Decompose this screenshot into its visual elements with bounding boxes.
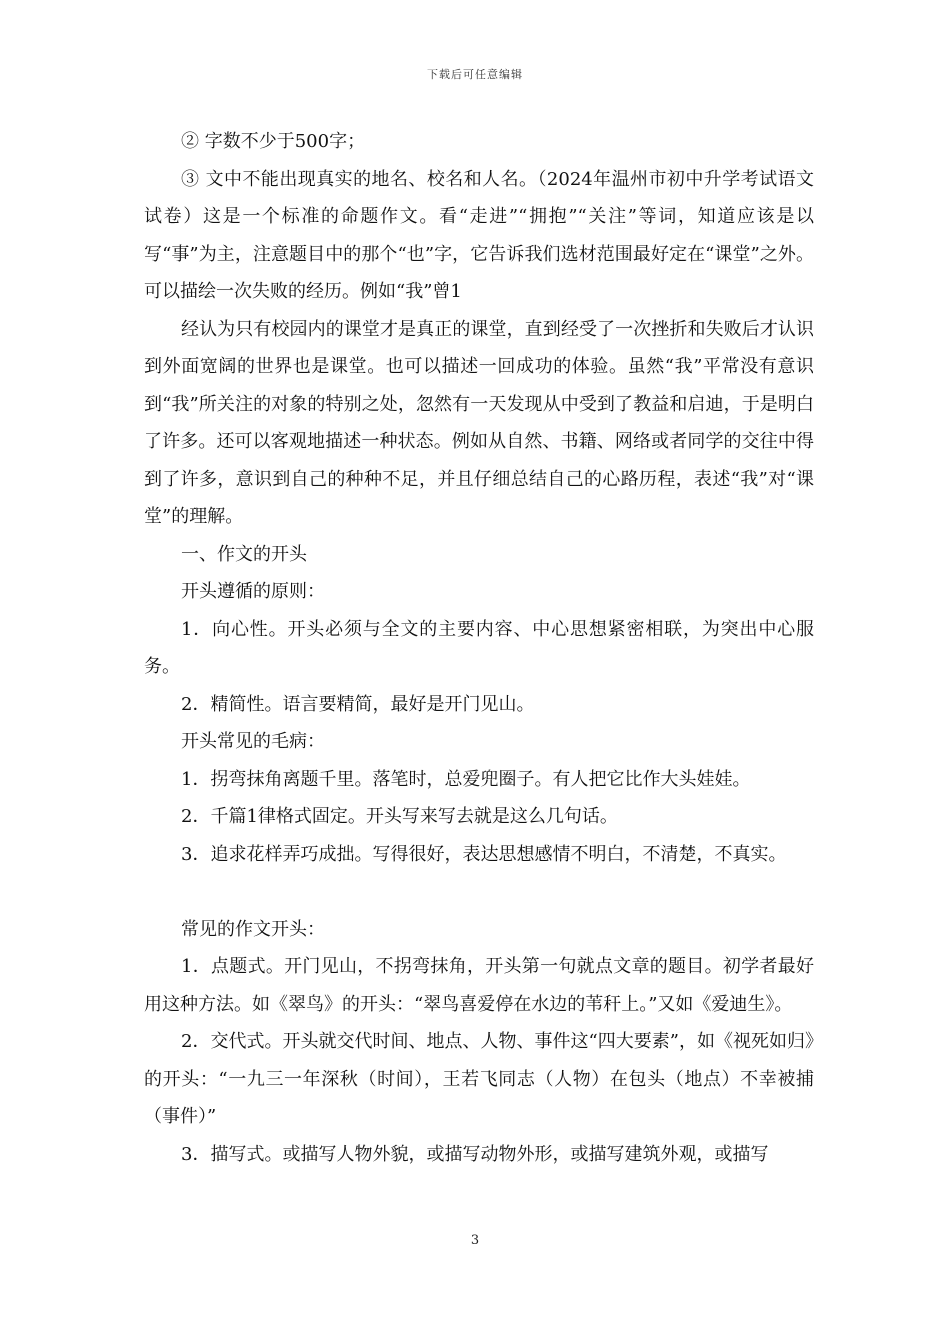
- list-item-principle-1: 1．向心性。开头必须与全文的主要内容、中心思想紧密相联，为突出中心服务。: [144, 618, 814, 677]
- list-item-opening-2: 2．交代式。开头就交代时间、地点、人物、事件这“四大要素”，如《视死如归》的开头：“一九三一年深秋（时间），王若飞同志（人物）在包头（地点）不幸被捕（事件）”: [144, 1031, 814, 1127]
- document-body: [144, 123, 814, 1173]
- list-item-fault-3: 3．追求花样弄巧成拙。写得很好，表达思想感情不明白，不清楚，不真实。: [181, 843, 787, 865]
- list-item-opening-3: 3．描写式。或描写人物外貌，或描写动物外形，或描写建筑外观，或描写: [181, 1143, 769, 1165]
- page-number: 3: [470, 1233, 480, 1248]
- page-header: 下载后可任意编辑: [427, 68, 523, 81]
- paragraph-classroom-experience: 经认为只有校园内的课堂才是真正的课堂，直到经受了一次挫折和失败后才认识到外面宽阔的世界也是课堂。也可以描述一回成功的体验。虽然“我”平常没有意识到“我”所关注的对象的特别之处，忽然有一天发现从中受到了教益和启迪，于是明白了许多。还可以客观地描述一种状态。例如从自然、书籍、网络或者同学的交往中得到了许多，意识到自己的种种不足，并且仔细总结自己的心路历程，表述“我”对“课堂”的理解。: [144, 318, 814, 527]
- subheading-common-faults: 开头常见的毛病：: [181, 731, 325, 752]
- list-item-fault-2: 2．千篇1律格式固定。开头写来写去就是这么几句话。: [181, 806, 618, 827]
- paragraph-spacer: [144, 873, 814, 911]
- subheading-common-openings: 常见的作文开头：: [181, 918, 325, 940]
- subheading-principles: 开头遵循的原则：: [181, 581, 325, 602]
- list-item-fault-1: 1．拐弯抹角离题千里。落笔时，总爱兜圈子。有人把它比作大头娃娃。: [181, 768, 751, 790]
- list-item-principle-2: 2．精简性。语言要精简，最好是开门见山。: [181, 693, 535, 715]
- paragraph-no-real-names: ③ 文中不能出现真实的地名、校名和人名。（2024年温州市初中升学考试语文试卷）这是一个标准的命题作文。看“走进”“拥抱”“关注”等词，知道应该是以写“事”为主，注意题目中的那个“也”字，它告诉我们选材范围最好定在“课堂”之外。可以描绘一次失败的经历。例如“我”曾1: [144, 168, 814, 302]
- section-heading-opening: 一、作文的开头: [181, 543, 307, 565]
- paragraph-word-count: ② 字数不少于500字；: [181, 131, 366, 152]
- list-item-opening-1: 1．点题式。开门见山，不拐弯抹角，开头第一句就点文章的题目。初学者最好用这种方法。如《翠鸟》的开头：“翠鸟喜爱停在水边的苇秆上。”又如《爱迪生》。: [144, 956, 814, 1015]
